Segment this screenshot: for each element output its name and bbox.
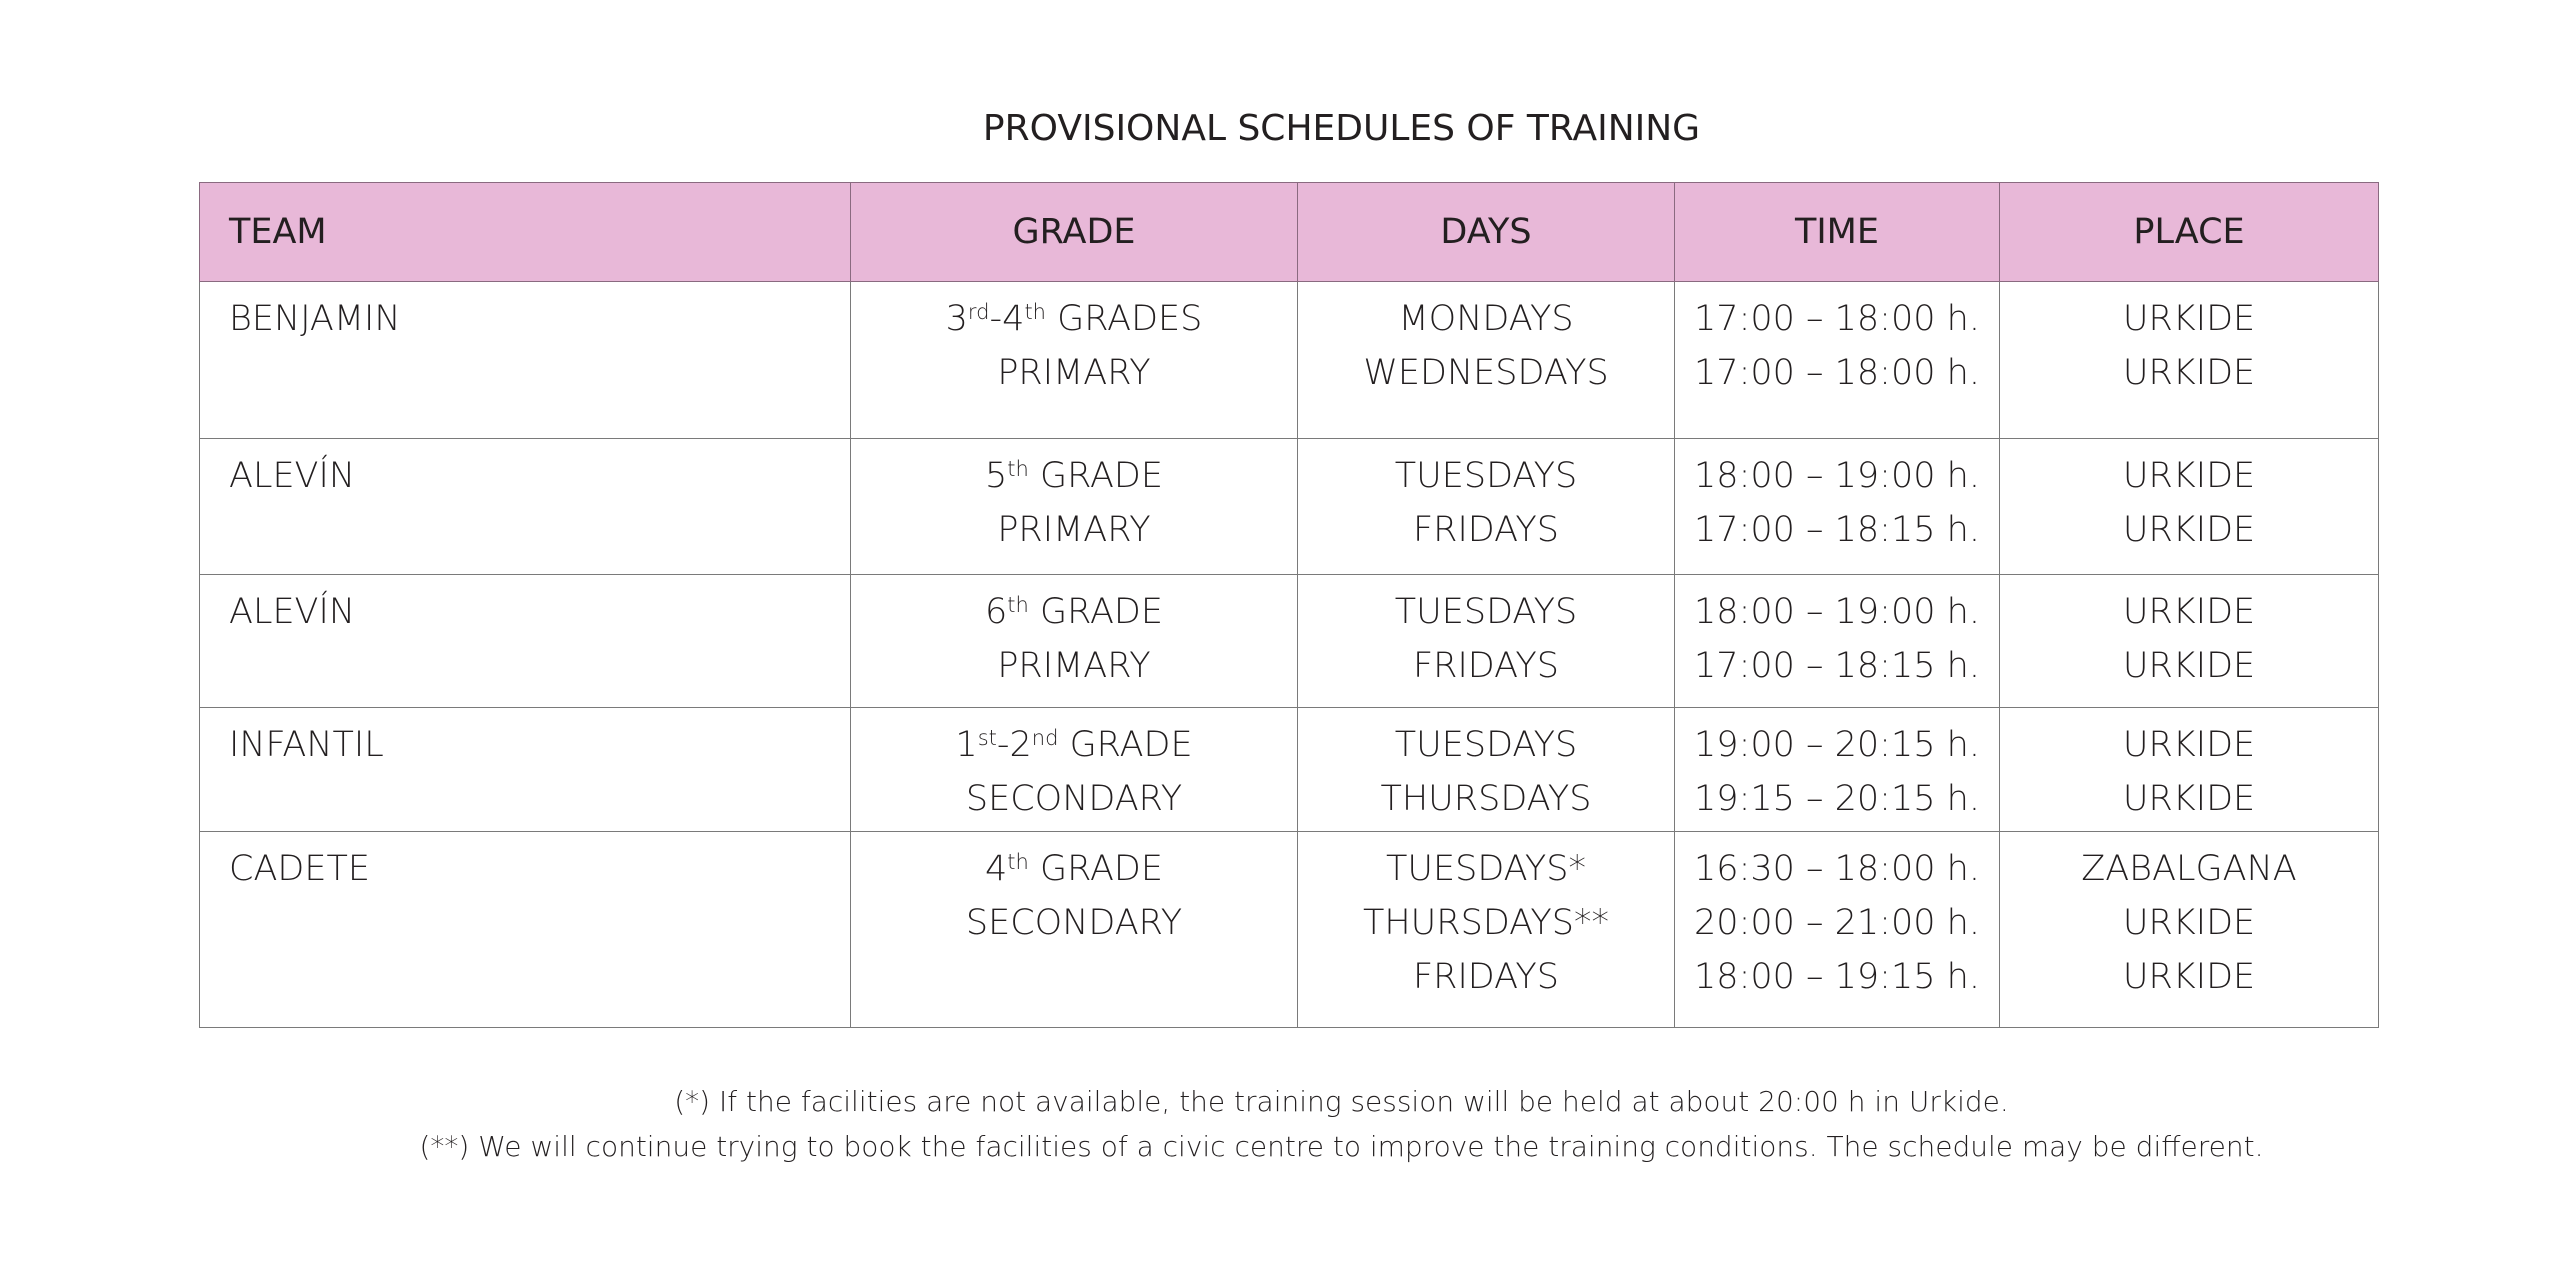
table-row <box>200 575 2379 708</box>
header-days: DAYS <box>1298 183 1675 282</box>
day: MONDAYS <box>1398 299 1574 339</box>
team-cell <box>200 282 851 439</box>
place: URKIDE <box>2122 725 2256 765</box>
team-cell <box>200 832 851 1028</box>
place-cell <box>2000 439 2379 575</box>
place: ZABALGANA <box>2081 849 2297 889</box>
grade-stage: SECONDARY <box>965 903 1183 943</box>
footnote-facilities: (*) If the facilities are not available, the training session will be held at about 20:00 h in Urkide. <box>674 1085 2009 1118</box>
grade-stage: PRIMARY <box>997 646 1151 686</box>
time-cell <box>1675 439 2000 575</box>
grade-cell <box>851 575 1298 708</box>
grade-level: 1st-2nd GRADE <box>955 725 1193 765</box>
time-cell <box>1675 282 2000 439</box>
time-slot: 20:00 – 21:00 h. <box>1694 903 1980 943</box>
place-cell <box>2000 708 2379 832</box>
days-cell <box>1298 439 1675 575</box>
day: TUESDAYS <box>1394 725 1578 765</box>
place-cell <box>2000 282 2379 439</box>
time-slot: 17:00 – 18:00 h. <box>1694 299 1980 339</box>
place: URKIDE <box>2122 957 2256 997</box>
place-cell <box>2000 575 2379 708</box>
time-cell <box>1675 832 2000 1028</box>
days-cell <box>1298 832 1675 1028</box>
time-slot: 17:00 – 18:15 h. <box>1694 646 1980 686</box>
days-cell <box>1298 708 1675 832</box>
grade-level: 5th GRADE <box>985 456 1163 496</box>
day: FRIDAYS <box>1413 957 1559 997</box>
day: TUESDAYS* <box>1386 849 1586 889</box>
table-row <box>200 708 2379 832</box>
day: TUESDAYS <box>1394 456 1578 496</box>
header-grade: GRADE <box>851 183 1298 282</box>
day: THURSDAYS** <box>1362 903 1609 943</box>
header-place: PLACE <box>2000 183 2379 282</box>
team-name: CADETE <box>229 849 370 889</box>
team-cell <box>200 575 851 708</box>
days-cell <box>1298 282 1675 439</box>
footnote-civic-centre: (**) We will continue trying to book the facilities of a civic centre to improve the training conditions. The schedule may be different. <box>419 1130 2264 1163</box>
table-row <box>200 439 2379 575</box>
grade-stage: SECONDARY <box>965 779 1183 819</box>
team-name: ALEVÍN <box>229 592 356 632</box>
team-cell <box>200 439 851 575</box>
grade-level: 3rd-4th GRADES <box>945 299 1203 339</box>
day: TUESDAYS <box>1394 592 1578 632</box>
grade-cell <box>851 708 1298 832</box>
place: URKIDE <box>2122 510 2256 550</box>
time-slot: 18:00 – 19:15 h. <box>1694 957 1980 997</box>
place: URKIDE <box>2122 903 2256 943</box>
grade-cell <box>851 439 1298 575</box>
grade-cell <box>851 282 1298 439</box>
time-slot: 19:15 – 20:15 h. <box>1694 779 1980 819</box>
page-title: PROVISIONAL SCHEDULES OF TRAINING <box>982 108 1701 149</box>
day: FRIDAYS <box>1413 510 1559 550</box>
place-cell <box>2000 832 2379 1028</box>
team-name: ALEVÍN <box>229 456 356 496</box>
place: URKIDE <box>2122 353 2256 393</box>
time-slot: 18:00 – 19:00 h. <box>1694 592 1980 632</box>
team-name: BENJAMIN <box>229 299 401 339</box>
header-team: TEAM <box>200 183 851 282</box>
table-row <box>200 282 2379 439</box>
team-name: INFANTIL <box>229 725 384 765</box>
time-cell <box>1675 708 2000 832</box>
grade-stage: PRIMARY <box>997 510 1151 550</box>
place: URKIDE <box>2122 299 2256 339</box>
header-row <box>200 183 2379 282</box>
time-slot: 19:00 – 20:15 h. <box>1694 725 1980 765</box>
header-time: TIME <box>1675 183 2000 282</box>
grade-level: 4th GRADE <box>985 849 1163 889</box>
place: URKIDE <box>2122 456 2256 496</box>
time-slot: 17:00 – 18:15 h. <box>1694 510 1980 550</box>
time-slot: 17:00 – 18:00 h. <box>1694 353 1980 393</box>
day: THURSDAYS <box>1380 779 1592 819</box>
day: WEDNESDAYS <box>1363 353 1609 393</box>
table-row <box>200 832 2379 1028</box>
days-cell <box>1298 575 1675 708</box>
place: URKIDE <box>2122 779 2256 819</box>
schedule-table <box>199 182 2379 1028</box>
day: FRIDAYS <box>1413 646 1559 686</box>
time-cell <box>1675 575 2000 708</box>
place: URKIDE <box>2122 646 2256 686</box>
grade-level: 6th GRADE <box>985 592 1163 632</box>
time-slot: 16:30 – 18:00 h. <box>1694 849 1980 889</box>
time-slot: 18:00 – 19:00 h. <box>1694 456 1980 496</box>
grade-cell <box>851 832 1298 1028</box>
grade-stage: PRIMARY <box>997 353 1151 393</box>
team-cell <box>200 708 851 832</box>
place: URKIDE <box>2122 592 2256 632</box>
